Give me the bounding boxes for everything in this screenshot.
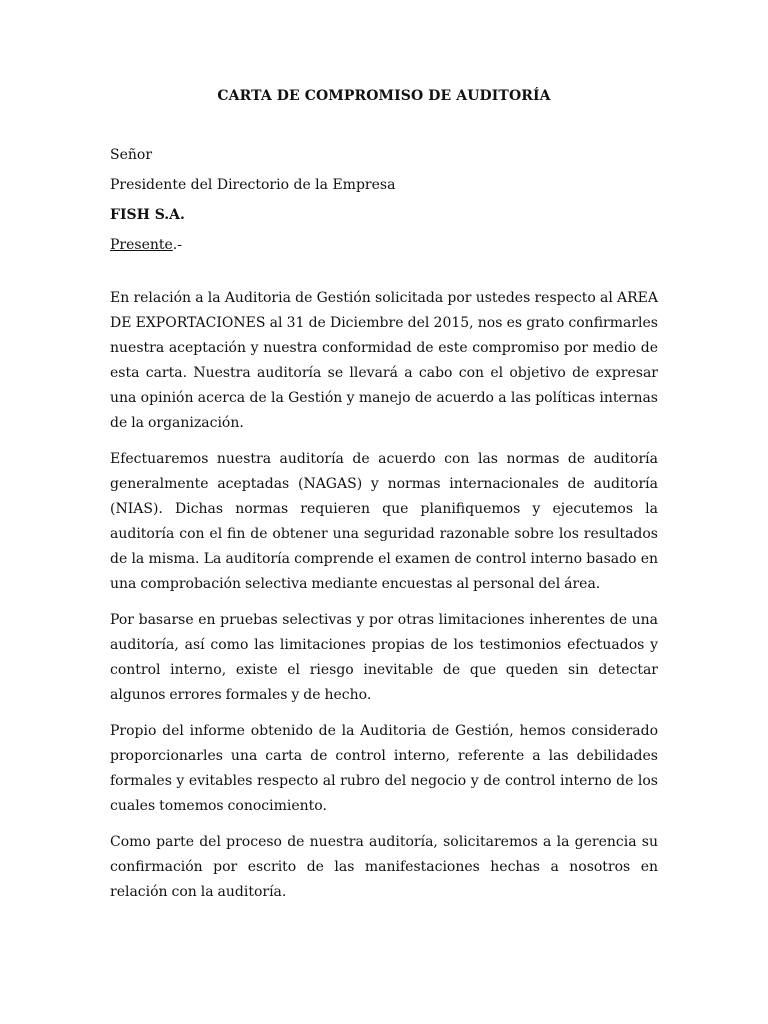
recipient-block xyxy=(110,140,658,260)
paragraph-4: Propio del informe obtenido de la Auditoria de Gestión, hemos considerado proporcionarles una carta de control interno, referente a las debilidades formales y evitables respecto al rubro del negocio y de control interno de los cuales tomemos conocimiento. xyxy=(110,723,658,814)
presente-suffix: .- xyxy=(172,237,182,253)
presente-line xyxy=(110,230,658,260)
letter-body xyxy=(110,286,658,916)
presente-word: Presente xyxy=(110,237,173,253)
paragraph-2: Efectuaremos nuestra auditoría de acuerdo con las normas de auditoría generalmente aceptadas (NAGAS) y normas internacionales de auditoría (NIAS). Dichas normas requieren que planifiquemos y ejecutemos la auditoría con el fin de obtener una seguridad razonable sobre los resultados de la misma. La auditoría comprende el examen de control interno basado en una comprobación selectiva mediante encuestas al personal del área. xyxy=(110,451,658,592)
paragraph-3: Por basarse en pruebas selectivas y por otras limitaciones inherentes de una auditoría, así como las limitaciones propias de los testimonios efectuados y control interno, existe el riesgo inevitable de que queden sin detectar algunos errores formales y de hecho. xyxy=(110,612,658,703)
recipient-position: Presidente del Directorio de la Empresa xyxy=(110,177,396,193)
paragraph-1: En relación a la Auditoria de Gestión solicitada por ustedes respecto al AREA DE EXPORTACIONES al 31 de Diciembre del 2015, nos es grato confirmarles nuestra aceptación y nuestra conformidad de este compromiso por medio de esta carta. Nuestra auditoría se llevará a cabo con el objetivo de expresar una opinión acerca de la Gestión y manejo de acuerdo a las políticas internas de la organización. xyxy=(110,290,658,431)
recipient-salutation: Señor xyxy=(110,147,153,163)
paragraph-5: Como parte del proceso de nuestra auditoría, solicitaremos a la gerencia su confirmación por escrito de las manifestaciones hechas a nosotros en relación con la auditoría. xyxy=(110,834,658,900)
recipient-company: FISH S.A. xyxy=(110,207,185,223)
document-title: CARTA DE COMPROMISO DE AUDITORÍA xyxy=(217,88,551,104)
